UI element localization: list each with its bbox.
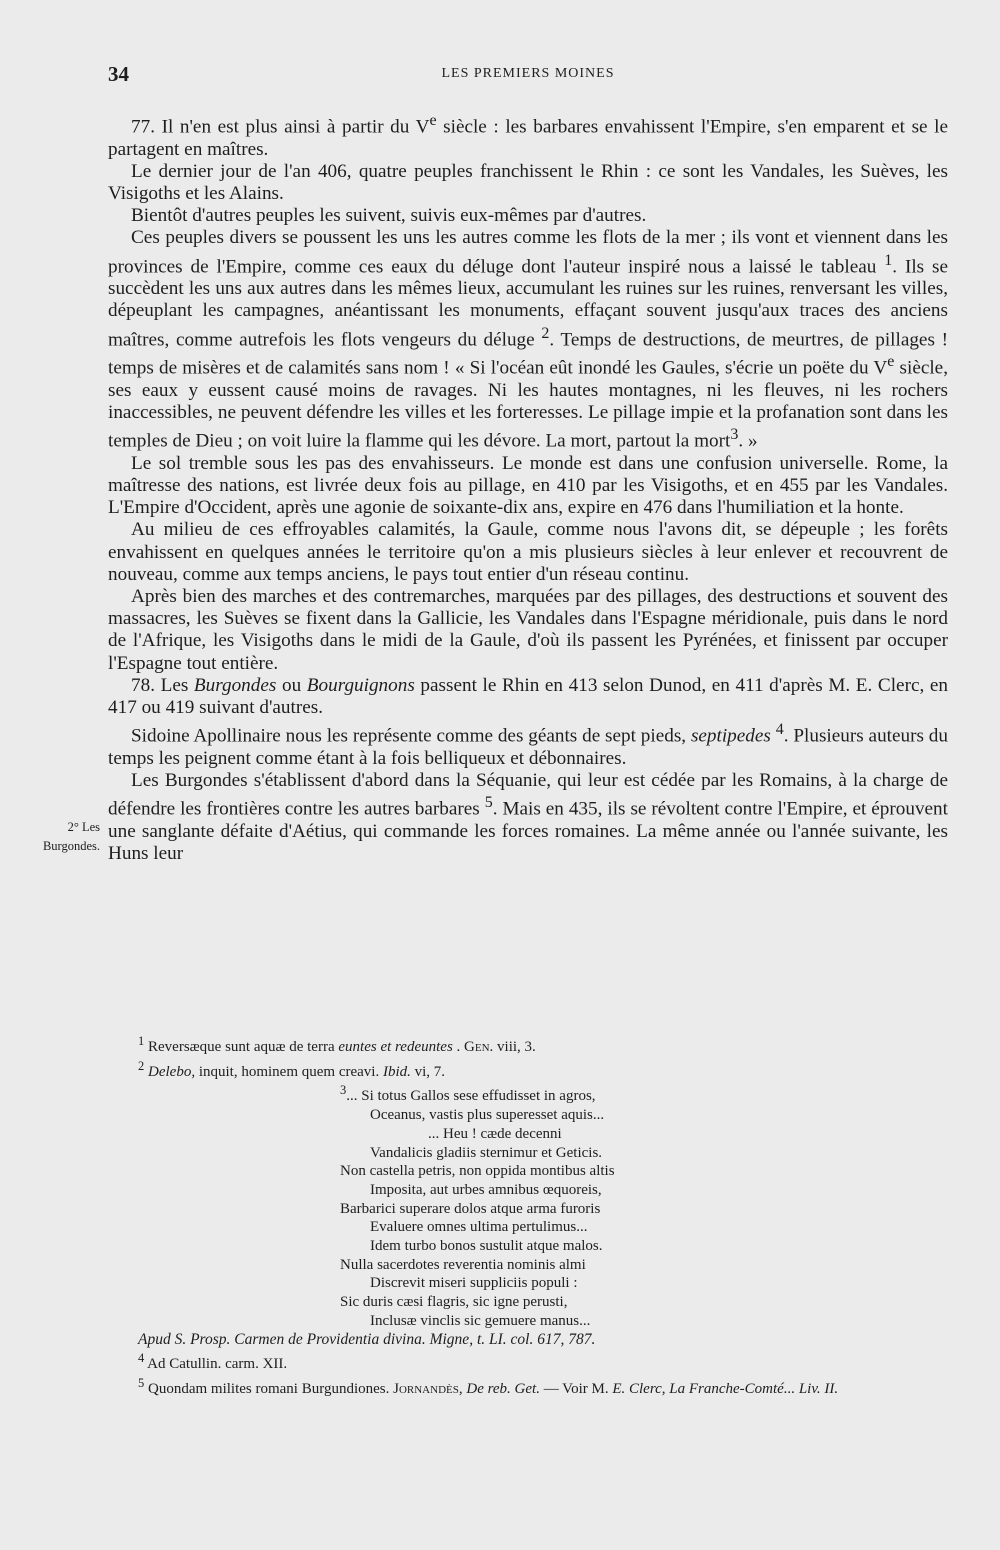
paragraph-sequanie: Les Burgondes s'établissent d'abord dans la Séquanie, qui leur est cédée par les Romains, à la charge de défendre les frontières contre les autres barbares $^5$. Mais en 435, ils se révoltent contre l'Empire, et éprouvent une sanglante défaite d'Aétius, qui commande les forces romaines. La même année ou l'année suivante, les Huns leur <box>108 770 948 865</box>
italic-text: euntes et redeuntes <box>338 1039 453 1055</box>
note-marker: e <box>887 353 895 371</box>
paragraph-sidoine: Sidoine Apollinaire nous les représente comme des géants de sept pieds, septipedes $^4$. Plusieurs auteurs du temps les peignent comme étant à la fois belliqueux et débonnaires. <box>108 721 948 769</box>
poem-verse: Inclusæ vinclis sic gemuere manus... <box>370 1312 591 1329</box>
poem-verse: Evaluere omnes ultima pertulimus... <box>370 1219 588 1236</box>
poem-verse: Nulla sacerdotes reverentia nominis almi <box>340 1256 586 1273</box>
paragraph-sol-tremble: Le sol tremble sous les pas des envahisseurs. Le monde est dans une confusion universelle. Rome, la maîtresse des nations, est livrée deux fois au pillage, en 410 par les Visigoths, et en 455 par les Vandales. L'Empire d'Occident, après une agonie de soixante-dix ans, expire en 476 dans l'humiliation et la honte. <box>108 452 948 519</box>
italic-text: Burgondes <box>193 674 277 696</box>
poem-verse: Discrevit miseri suppliciis populi : <box>370 1275 578 1292</box>
poem-verse: Sic duris cæsi flagris, sic igne perusti, <box>340 1294 568 1311</box>
main-text <box>108 110 948 865</box>
paragraph-77: 77. Il n'en est plus ainsi à partir du Ve siècle : les barbares envahissent l'Empire, s'en emparent et se le partagent en maîtres. <box>108 112 948 160</box>
small-caps-text: Gen. <box>464 1039 494 1055</box>
small-caps-text: Jornandès, <box>393 1380 463 1397</box>
note-marker: 5 <box>484 794 493 812</box>
running-title: LES PREMIERS MOINES <box>441 66 615 81</box>
poem-verse: $^3$... Si totus Gallos sese effudisset in agros, <box>340 1083 596 1105</box>
footnote-1: $^1$ Reversæque sunt aquæ de terra euntes et redeuntes . Gen. viii, 3. <box>138 1034 536 1055</box>
italic-text: De reb. Get. <box>466 1380 540 1397</box>
poem-verse: Oceanus, vastis plus superesset aquis... <box>370 1107 605 1124</box>
paragraph-apres: Après bien des marches et des contremarches, marquées par des pillages, des destructions et souvent des massacres, les Suèves se fixent dans la Gallicie, les Vandales dans l'Espagne méridionale, puis dans le nord de l'Afrique, les Visigoths dans le midi de la Gaule, d'où ils passent les Pyrénées, et finissent par occuper l'Espagne tout entière. <box>108 586 948 674</box>
poem-verse: Imposita, aut urbes amnibus œquoreis, <box>370 1181 602 1198</box>
italic-text: septipedes <box>690 725 771 747</box>
poem-verse: Barbarici superare dolos atque arma furoris <box>340 1200 601 1217</box>
footnote-5: $^5$ Quondam milites romani Burgundiones. Jornandès, De reb. Get. — Voir M. E. Clerc, La Franche-Comté... Liv. II. <box>138 1375 839 1397</box>
note-marker: 2 <box>138 1058 145 1073</box>
page-number: 34 <box>108 62 129 86</box>
page-header <box>108 62 948 90</box>
paragraph-au-milieu: Au milieu de ces effroyables calamités, la Gaule, comme nous l'avons dit, se dépeuple ; les forêts envahissent en quelques années le territoire qu'on a mis plusieurs siècles à leur enlever et recouvrent de nouveau, comme aux temps anciens, le pays tout entier d'un réseau continu. <box>108 519 948 585</box>
note-marker: 1 <box>138 1034 145 1048</box>
footnote-3-poem <box>340 1081 958 1330</box>
paragraph-bientot: Bientôt d'autres peuples les suivent, suivis eux-mêmes par d'autres. <box>131 205 647 227</box>
note-marker: 5 <box>138 1375 145 1390</box>
poem-verse: ... Heu ! cæde decenni <box>428 1125 562 1142</box>
poem-verse: Vandalicis gladiis sternimur et Geticis. <box>370 1144 603 1161</box>
margin-note-line-1: 2° Les <box>67 820 100 834</box>
note-marker: e <box>429 112 437 129</box>
note-marker: 4 <box>775 721 784 739</box>
italic-text: Bourguignons <box>306 674 415 696</box>
poem-verse: Idem turbo bonos sustulit atque malos. <box>370 1238 603 1255</box>
margin-note-line-2: Burgondes. <box>42 839 100 853</box>
footnote-4: $^4$ Ad Catullin. carm. XII. <box>138 1351 288 1373</box>
margin-note <box>14 818 100 856</box>
paragraph-78: 78. Les Burgondes ou Bourguignons passent le Rhin en 413 selon Dunod, en 411 d'après M. E. Clerc, en 417 ou 419 suivant d'autres. <box>108 674 948 719</box>
footnote-2: $^2$ Delebo, inquit, hominem quem creavi. Ibid. vi, 7. <box>138 1058 446 1080</box>
note-marker: 1 <box>884 251 893 269</box>
italic-text: E. Clerc, La Franche-Comté... Liv. II. <box>612 1380 839 1397</box>
paragraph-ces-peuples: Ces peuples divers se poussent les uns les autres comme les flots de la mer ; ils vont et viennent dans les provinces de l'Empire, comme ces eaux du déluge dont l'auteur inspiré nous a laissé le tableau $^1$. Ils se succèdent les uns aux autres dans les mêmes lieux, accumulant les ruines sur les ruines, renversant les villes, dépeuplant les campagnes, anéantissant les monuments, effaçant souvent jusqu'aux traces des anciens maîtres, comme autrefois les flots vengeurs du déluge $^2$. Temps de destructions, de meurtres, de pillages ! temps de misères et de calamités sans nom ! « Si l'océan eût inondé les Gaules, s'écrie un poëte du Ve siècle, ses eaux y eussent causé moins de ravages. Ni les hautes montagnes, ni les fleuves, ni les rochers inaccessibles, ne peuvent défendre les villes et les forteresses. Le pillage impie et la profanation sont dans les temples de Dieu ; on voit luire la flamme qui les dévore. La mort, partout la mort$^3$. » <box>108 227 948 452</box>
note-marker: 3 <box>730 426 739 444</box>
italic-text: Ibid. <box>382 1063 411 1080</box>
poem-verse: Non castella petris, non oppida montibus altis <box>340 1163 615 1180</box>
note-marker: 4 <box>138 1351 145 1366</box>
note-marker: 2 <box>541 324 550 342</box>
poem-marker: 3 <box>340 1083 347 1098</box>
poem-source: Apud S. Prosp. Carmen de Providentia divina. Migne, t. LI. col. 617, 787. <box>138 1330 596 1348</box>
footnotes <box>108 1032 958 1399</box>
italic-text: Delebo, <box>148 1063 196 1080</box>
paragraph-dernier-jour: Le dernier jour de l'an 406, quatre peuples franchissent le Rhin : ce sont les Vandales, les Suèves, les Visigoths et les Alains. <box>108 160 948 204</box>
